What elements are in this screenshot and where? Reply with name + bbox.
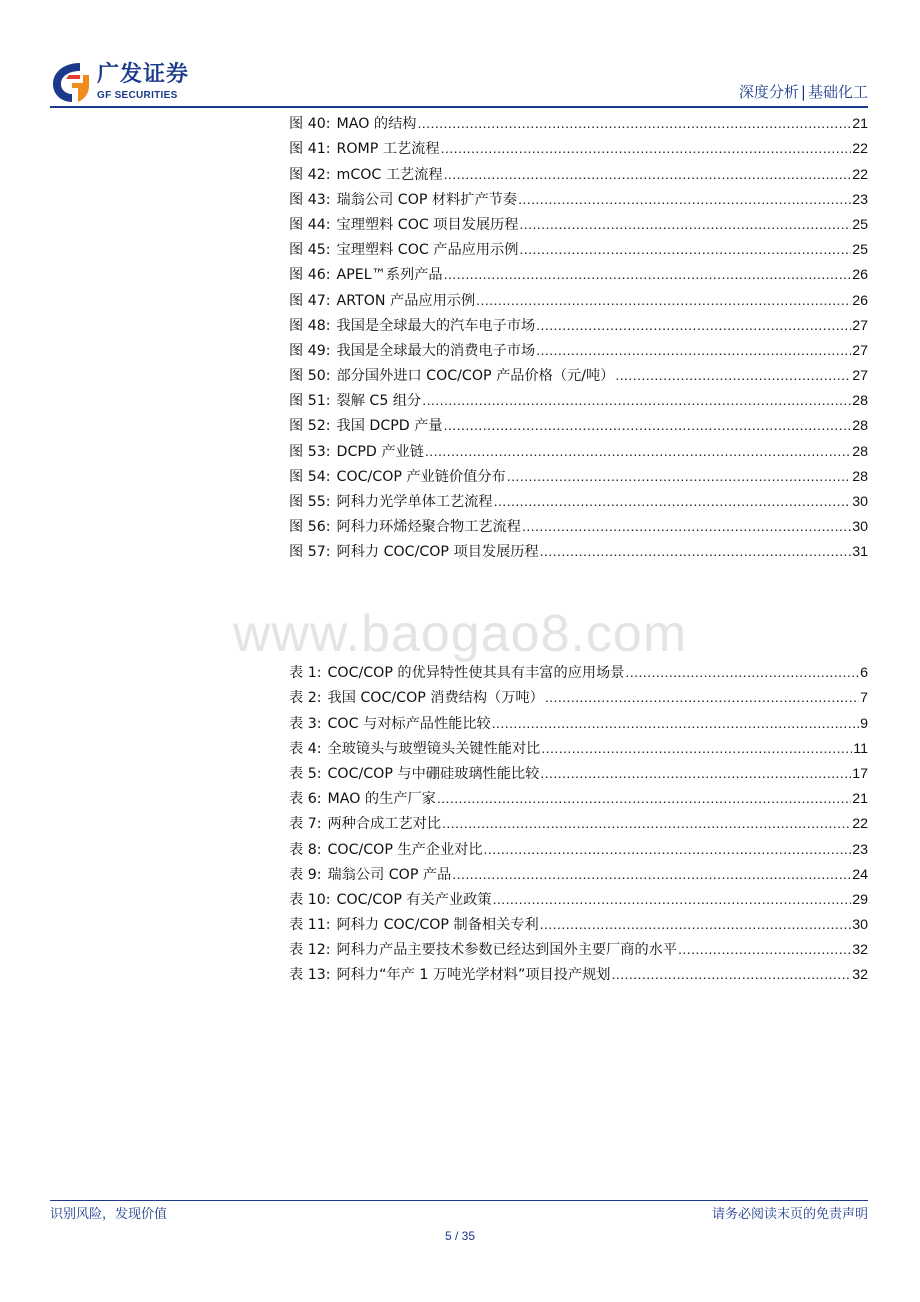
report-type: 深度分析 [738,83,799,101]
table-entry-number: 表 13: [289,967,331,984]
table-entry-leader-dots [678,940,851,960]
figure-entry-title: 我国是全球最大的消费电子市场 [336,342,536,359]
table-entry[interactable] [289,658,868,683]
logo-chinese-name: 广发证券 [97,62,190,87]
figure-entry-title: MAO 的结构 [336,116,417,133]
figure-entry-title: 宝理塑料 COC 项目发展历程 [336,216,519,233]
figure-entry-leader-dots [422,391,851,411]
table-entry[interactable] [289,708,868,733]
table-entry-leader-dots [484,840,852,860]
figure-entry-number: 图 56: [289,519,331,536]
table-entry-page: 23 [852,841,868,858]
table-entry-page: 30 [852,917,868,934]
figure-entry[interactable] [289,487,868,512]
figure-entry[interactable] [289,386,868,411]
figure-entry-page: 27 [852,368,868,385]
table-entry-leader-dots [540,764,851,784]
table-entry-title: 瑞翁公司 COP 产品 [327,866,452,883]
table-entry-number: 表 7: [289,816,322,833]
table-entry[interactable] [289,910,868,935]
table-entry-title: COC/COP 有关产业政策 [336,891,492,908]
figure-entry-leader-dots [507,467,851,487]
figure-entry-page: 31 [852,544,868,561]
figure-entry-number: 图 40: [289,116,331,133]
table-entry-page: 11 [853,740,868,757]
figure-entry-number: 图 43: [289,191,331,208]
table-entry-page: 24 [852,866,868,883]
figure-entry-leader-dots [536,316,851,336]
table-entry-title: 两种合成工艺对比 [327,816,442,833]
table-entry-page: 22 [852,816,868,833]
table-entry-page: 21 [852,791,868,808]
table-entry-page: 7 [860,690,868,707]
table-list [289,658,868,985]
figure-entry-page: 30 [852,519,868,536]
figure-entry-page: 23 [852,191,868,208]
table-entry[interactable] [289,784,868,809]
figure-entry-title: 宝理塑料 COC 产品应用示例 [336,242,519,259]
table-entry[interactable] [289,809,868,834]
table-entry[interactable] [289,759,868,784]
figure-entry-leader-dots [417,114,851,134]
watermark: www.baogao8.com [232,605,688,663]
figure-entry-page: 27 [852,342,868,359]
figure-entry-page: 22 [852,166,868,183]
figure-entry-number: 图 46: [289,267,331,284]
figure-entry-title: 我国 DCPD 产量 [336,418,443,435]
figure-entry-page: 26 [852,267,868,284]
figure-entry-leader-dots [444,265,852,285]
figure-entry-leader-dots [476,291,851,311]
figure-entry-title: COC/COP 产业链价值分布 [336,468,506,485]
table-entry-leader-dots [492,714,859,734]
figure-entry-title: APEL™系列产品 [336,267,443,284]
figure-entry-title: 阿科力 COC/COP 项目发展历程 [336,544,539,561]
header-separator: | [800,83,806,101]
figure-entry-number: 图 44: [289,216,331,233]
report-sector: 基础化工 [807,83,868,101]
figure-entry-leader-dots [519,215,851,235]
figure-entry-page: 28 [852,418,868,435]
table-entry-leader-dots [437,789,851,809]
figure-entry-title: 阿科力环烯烃聚合物工艺流程 [336,519,521,536]
figure-entry[interactable] [289,185,868,210]
table-entry-title: 阿科力“年产 1 万吨光学材料”项目投产规划 [336,967,611,984]
figure-entry-leader-dots [615,366,851,386]
table-entry-leader-dots [493,890,852,910]
table-entry-title: MAO 的生产厂家 [327,791,436,808]
table-entry[interactable] [289,960,868,985]
figure-entry-page: 25 [852,216,868,233]
figure-entry-number: 图 54: [289,468,331,485]
figure-entry-number: 图 41: [289,141,331,158]
figure-entry-number: 图 50: [289,368,331,385]
table-entry-number: 表 11: [289,917,331,934]
figure-entry-number: 图 52: [289,418,331,435]
figure-entry[interactable] [289,285,868,310]
footer-slogan: 识别风险，发现价值 [50,1207,168,1222]
table-entry-title: 阿科力产品主要技术参数已经达到国外主要厂商的水平 [336,942,678,959]
figure-entry-number: 图 57: [289,544,331,561]
table-entry[interactable] [289,935,868,960]
header-divider [50,106,868,108]
figure-entry-title: DCPD 产业链 [336,443,424,460]
table-entry-number: 表 4: [289,740,322,757]
table-entry-leader-dots [625,663,859,683]
table-entry-page: 17 [852,765,868,782]
figure-entry-title: 瑞翁公司 COP 材料扩产节奏 [336,191,518,208]
figure-entry-number: 图 45: [289,242,331,259]
table-entry-title: 我国 COC/COP 消费结构（万吨） [327,690,544,707]
figure-entry-number: 图 47: [289,292,331,309]
figure-entry-leader-dots [540,542,852,562]
figure-list [289,109,868,562]
table-entry-page: 6 [860,665,868,682]
figure-entry-leader-dots [444,165,852,185]
figure-entry-page: 22 [852,141,868,158]
table-entry-page: 32 [852,967,868,984]
figure-entry-number: 图 42: [289,166,331,183]
figure-entry-page: 28 [852,393,868,410]
table-entry-number: 表 12: [289,942,331,959]
table-entry[interactable] [289,885,868,910]
table-entry[interactable] [289,734,868,759]
figure-entry-title: ARTON 产品应用示例 [336,292,476,309]
report-category [739,82,868,102]
figure-entry-title: 我国是全球最大的汽车电子市场 [336,317,536,334]
table-entry-title: COC/COP 与中硼硅玻璃性能比较 [327,765,540,782]
footer-divider [50,1200,868,1201]
table-entry-page: 9 [860,715,868,732]
figure-entry-number: 图 51: [289,393,331,410]
figure-entry-leader-dots [536,341,851,361]
table-entry-leader-dots [442,814,851,834]
figure-entry[interactable] [289,159,868,184]
figure-entry-page: 21 [852,116,868,133]
figure-entry-leader-dots [522,517,851,537]
figure-entry-number: 图 53: [289,443,331,460]
figure-entry-page: 26 [852,292,868,309]
table-entry-leader-dots [541,739,852,759]
table-entry-leader-dots [452,865,851,885]
figure-entry[interactable] [289,210,868,235]
table-entry-number: 表 6: [289,791,322,808]
table-entry-number: 表 9: [289,866,322,883]
figure-entry-title: mCOC 工艺流程 [336,166,443,183]
figure-entry-title: 部分国外进口 COC/COP 产品价格（元/吨） [336,368,615,385]
table-entry-leader-dots [545,688,859,708]
figure-entry[interactable] [289,436,868,461]
table-entry[interactable] [289,683,868,708]
figure-entry-leader-dots [425,442,851,462]
logo-english-name: GF SECURITIES [97,90,178,101]
gf-logo [50,60,220,106]
table-entry-title: COC/COP 的优异特性使其具有丰富的应用场景 [327,665,625,682]
figure-entry[interactable] [289,462,868,487]
table-entry-title: COC/COP 生产企业对比 [327,841,483,858]
table-entry-leader-dots [540,915,852,935]
gf-logo-icon [50,60,90,104]
figure-entry[interactable] [289,537,868,562]
figure-entry-title: ROMP 工艺流程 [336,141,440,158]
figure-entry[interactable] [289,260,868,285]
figure-entry-leader-dots [518,190,851,210]
figure-entry[interactable] [289,134,868,159]
page-number: 5 / 35 [444,1229,476,1243]
footer-disclaimer: 请务必阅读末页的免责声明 [711,1207,868,1222]
figure-entry-leader-dots [441,139,852,159]
table-entry-page: 32 [852,942,868,959]
table-entry-number: 表 8: [289,841,322,858]
table-entry-number: 表 10: [289,891,331,908]
figure-entry[interactable] [289,311,868,336]
figure-entry-leader-dots [494,492,852,512]
table-entry-number: 表 2: [289,690,322,707]
figure-entry-page: 25 [852,242,868,259]
figure-entry-title: 裂解 C5 组分 [336,393,422,410]
table-entry-title: COC 与对标产品性能比较 [327,715,491,732]
figure-entry[interactable] [289,512,868,537]
figure-entry-page: 28 [852,468,868,485]
figure-entry[interactable] [289,109,868,134]
figure-entry-leader-dots [444,416,852,436]
figure-entry[interactable] [289,411,868,436]
figure-entry-number: 图 49: [289,342,331,359]
table-entry-page: 29 [852,891,868,908]
table-entry[interactable] [289,860,868,885]
page-header [0,0,920,110]
figure-entry-title: 阿科力光学单体工艺流程 [336,494,493,510]
figure-entry[interactable] [289,235,868,260]
table-entry-title: 阿科力 COC/COP 制备相关专利 [336,917,539,934]
figure-entry-leader-dots [519,240,851,260]
table-entry[interactable] [289,834,868,859]
figure-entry-number: 图 55: [289,494,331,510]
figure-entry[interactable] [289,336,868,361]
table-entry-number: 表 3: [289,715,322,732]
figure-entry-number: 图 48: [289,317,331,334]
table-entry-number: 表 1: [289,665,322,682]
figure-entry-page: 27 [852,317,868,334]
figure-entry-page: 28 [852,443,868,460]
table-entry-leader-dots [611,965,851,985]
figure-entry-page: 30 [852,494,868,510]
table-entry-number: 表 5: [289,765,322,782]
table-entry-title: 全玻镜头与玻塑镜头关键性能对比 [327,740,541,757]
figure-entry[interactable] [289,361,868,386]
